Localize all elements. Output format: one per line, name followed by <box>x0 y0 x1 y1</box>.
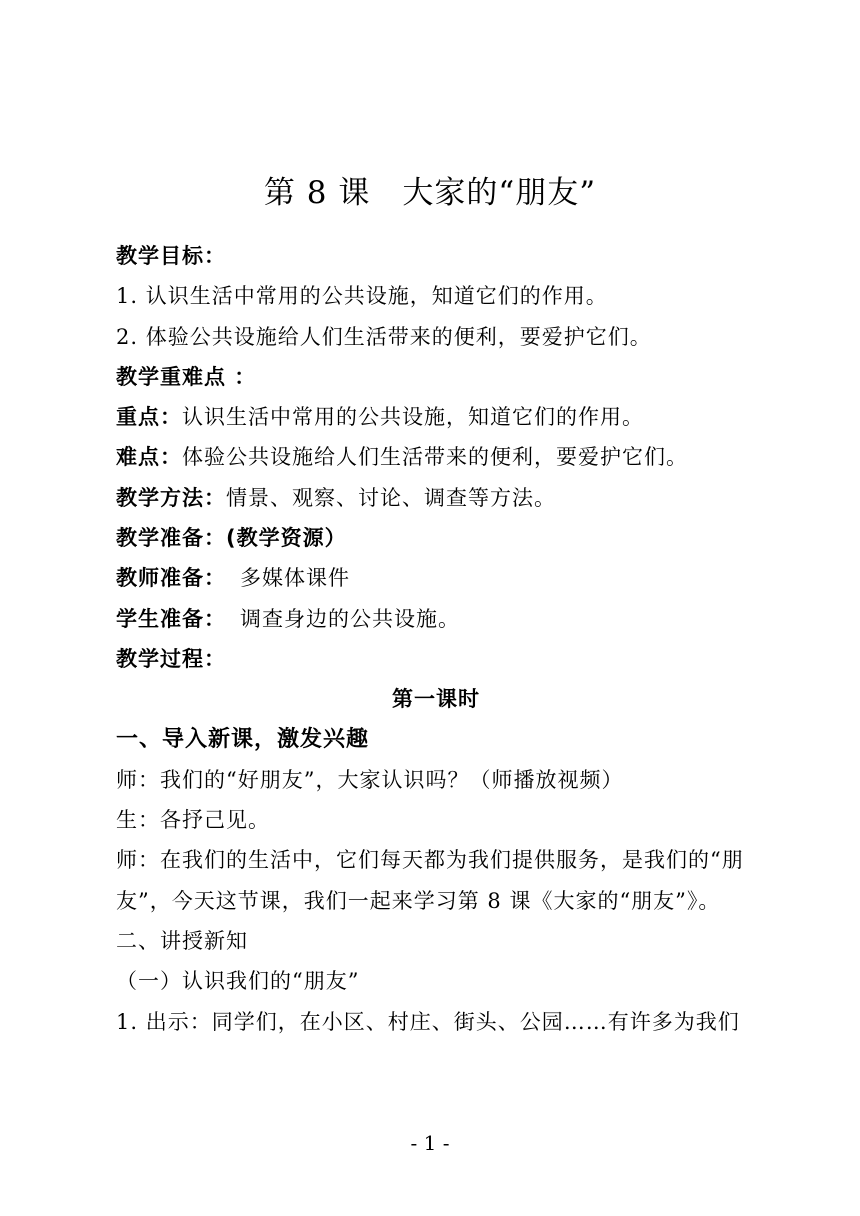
difficult-point-text: 体验公共设施给人们生活带来的便利，要爱护它们。 <box>182 445 688 470</box>
dialogue-3-line-2: 友”，今天这节课，我们一起来学习第 8 课《大家的“朋友”》。 <box>116 888 721 913</box>
key-difficult-heading: 教学重难点 ： <box>116 364 257 389</box>
lesson-title: 第 8 课 大家的“朋友” <box>263 175 597 211</box>
method-line <box>116 478 756 518</box>
student-prep-line <box>116 599 756 639</box>
part-1-heading: 一、导入新课，激发兴趣 <box>116 726 370 752</box>
method-text: 情景、观察、讨论、调查等方法。 <box>226 485 556 510</box>
page-number: - 1 - <box>410 1131 450 1155</box>
key-point-label: 重点： <box>116 405 182 430</box>
objective-1: 1. 认识生活中常用的公共设施，知道它们的作用。 <box>116 284 608 309</box>
difficult-point-label: 难点： <box>116 445 182 470</box>
key-point-line <box>116 397 756 437</box>
student-prep-label: 学生准备： <box>116 606 226 631</box>
lesson-period: 第一课时 <box>392 687 480 712</box>
preparation-heading: 教学准备：(教学资源） <box>116 526 347 551</box>
item-1: 1. 出示：同学们，在小区、村庄、街头、公园……有许多为我们 <box>116 1009 740 1034</box>
dialogue-1: 师：我们的“好朋友”，大家认识吗？（师播放视频） <box>116 767 624 792</box>
key-point-text: 认识生活中常用的公共设施，知道它们的作用。 <box>182 405 644 430</box>
sub-1-heading: （一）认识我们的“朋友” <box>116 969 360 994</box>
process-heading: 教学过程： <box>116 646 226 671</box>
method-label: 教学方法： <box>116 485 226 510</box>
document-body <box>116 236 756 1042</box>
teacher-prep-label: 教师准备： <box>116 566 226 591</box>
part-2-heading: 二、讲授新知 <box>116 929 248 954</box>
objectives-heading: 教学目标： <box>116 244 226 268</box>
dialogue-3-line-1: 师：在我们的生活中，它们每天都为我们提供服务，是我们的“朋 <box>116 848 744 873</box>
teacher-prep-text: 多媒体课件 <box>240 566 350 591</box>
dialogue-2: 生：各抒己见。 <box>116 808 270 833</box>
teacher-prep-line <box>116 558 756 598</box>
objective-2: 2. 体验公共设施给人们生活带来的便利，要爱护它们。 <box>116 324 652 349</box>
student-prep-text: 调查身边的公共设施。 <box>240 606 460 631</box>
difficult-point-line <box>116 437 756 477</box>
